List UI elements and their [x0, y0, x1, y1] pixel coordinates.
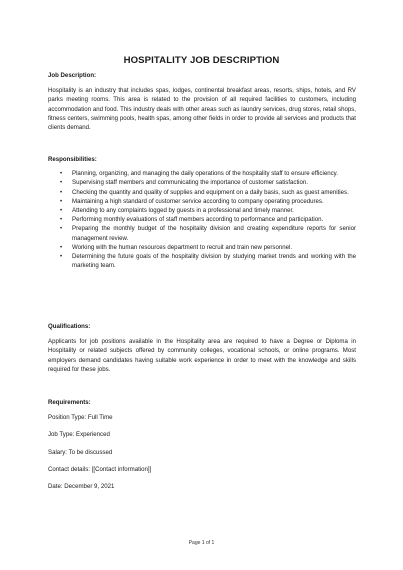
list-item [48, 188, 356, 197]
bullet-icon: • [60, 188, 63, 196]
bullet-icon: • [60, 243, 63, 251]
bullet-icon: • [60, 216, 63, 224]
list-item-text: Maintaining a high standard of customer service according to company operating procedures. [72, 197, 324, 205]
list-item [48, 169, 356, 178]
list-item-text: Attending to any complaints logged by guests in a professional and timely manner. [72, 207, 294, 215]
date: Date: December 9, 2021 [48, 483, 115, 491]
bullet-icon: • [60, 207, 63, 215]
list-item [48, 215, 356, 224]
list-item-text: Planning, organizing, and managing the daily operations of the hospitality staff to ensure efficiency. [72, 170, 338, 178]
requirements-heading: Requirements: [48, 399, 91, 406]
salary: Salary: To be discussed [48, 448, 113, 456]
list-item-text: Working with the human resources department to recruit and train new personnel. [72, 243, 293, 251]
responsibilities-heading: Responsibilities: [48, 156, 97, 163]
bullet-icon: • [60, 197, 63, 205]
list-item-text: Supervising staff members and communicating the importance of customer satisfaction. [72, 179, 308, 187]
list-item [48, 197, 356, 206]
bullet-icon: • [60, 225, 63, 233]
list-item-text: Performing monthly evaluations of staff members according to performance and participation. [72, 216, 324, 224]
list-item-text: Determining the future goals of the hospitality division by studying market trends and working with the marketing team. [72, 253, 356, 270]
list-item [48, 252, 356, 270]
page-number: Page 1 of 1 [188, 540, 215, 546]
list-item [48, 206, 356, 215]
position-type: Position Type: Full Time [48, 414, 113, 422]
job-description-section [48, 71, 356, 132]
responsibilities-section [48, 155, 356, 270]
job-description-heading: Job Description: [48, 72, 97, 79]
job-description-text: Hospitality is an industry that includes spas, lodges, continental breakfast areas, resorts, ships, hotels, and RV parks meeting rooms. This area is related to the provision of all required facilities to customers, including accommodation and food. This industry deals with other areas such as laundry services, drug stores, retail shops, fitness centers, swimming pools, health spas, among other fields in order to provide all services and products that clients demand. [48, 87, 356, 132]
qualifications-section [48, 322, 356, 374]
job-type: Job Type: Experienced [48, 431, 110, 439]
list-item-text: Preparing the monthly budget of the hospitality division and creating expenditure reports for senior management review. [72, 225, 356, 242]
list-item [48, 243, 356, 252]
bullet-icon: • [60, 179, 63, 187]
qualifications-text: Applicants for job positions available in the Hospitality area are required to have a Degree or Diploma in Hospitality or related subjects offered by community colleges, vocational schools, or online programs. Most employers demand candidates having suitable work experience in order to meet with the knowledge and skills required for these jobs. [48, 338, 356, 373]
list-item [48, 178, 356, 187]
document-title: HOSPITALITY JOB DESCRIPTION [123, 55, 280, 66]
requirements-section [48, 398, 356, 491]
bullet-icon: • [60, 253, 63, 261]
list-item-text: Checking the quantity and quality of supplies and equipment on a daily basis, such as guest amenities. [72, 188, 349, 196]
contact-details: Contact details: [[Contact information]] [48, 465, 152, 473]
bullet-icon: • [60, 170, 63, 178]
list-item [48, 224, 356, 242]
qualifications-heading: Qualifications: [48, 323, 91, 330]
responsibilities-list [48, 169, 356, 270]
